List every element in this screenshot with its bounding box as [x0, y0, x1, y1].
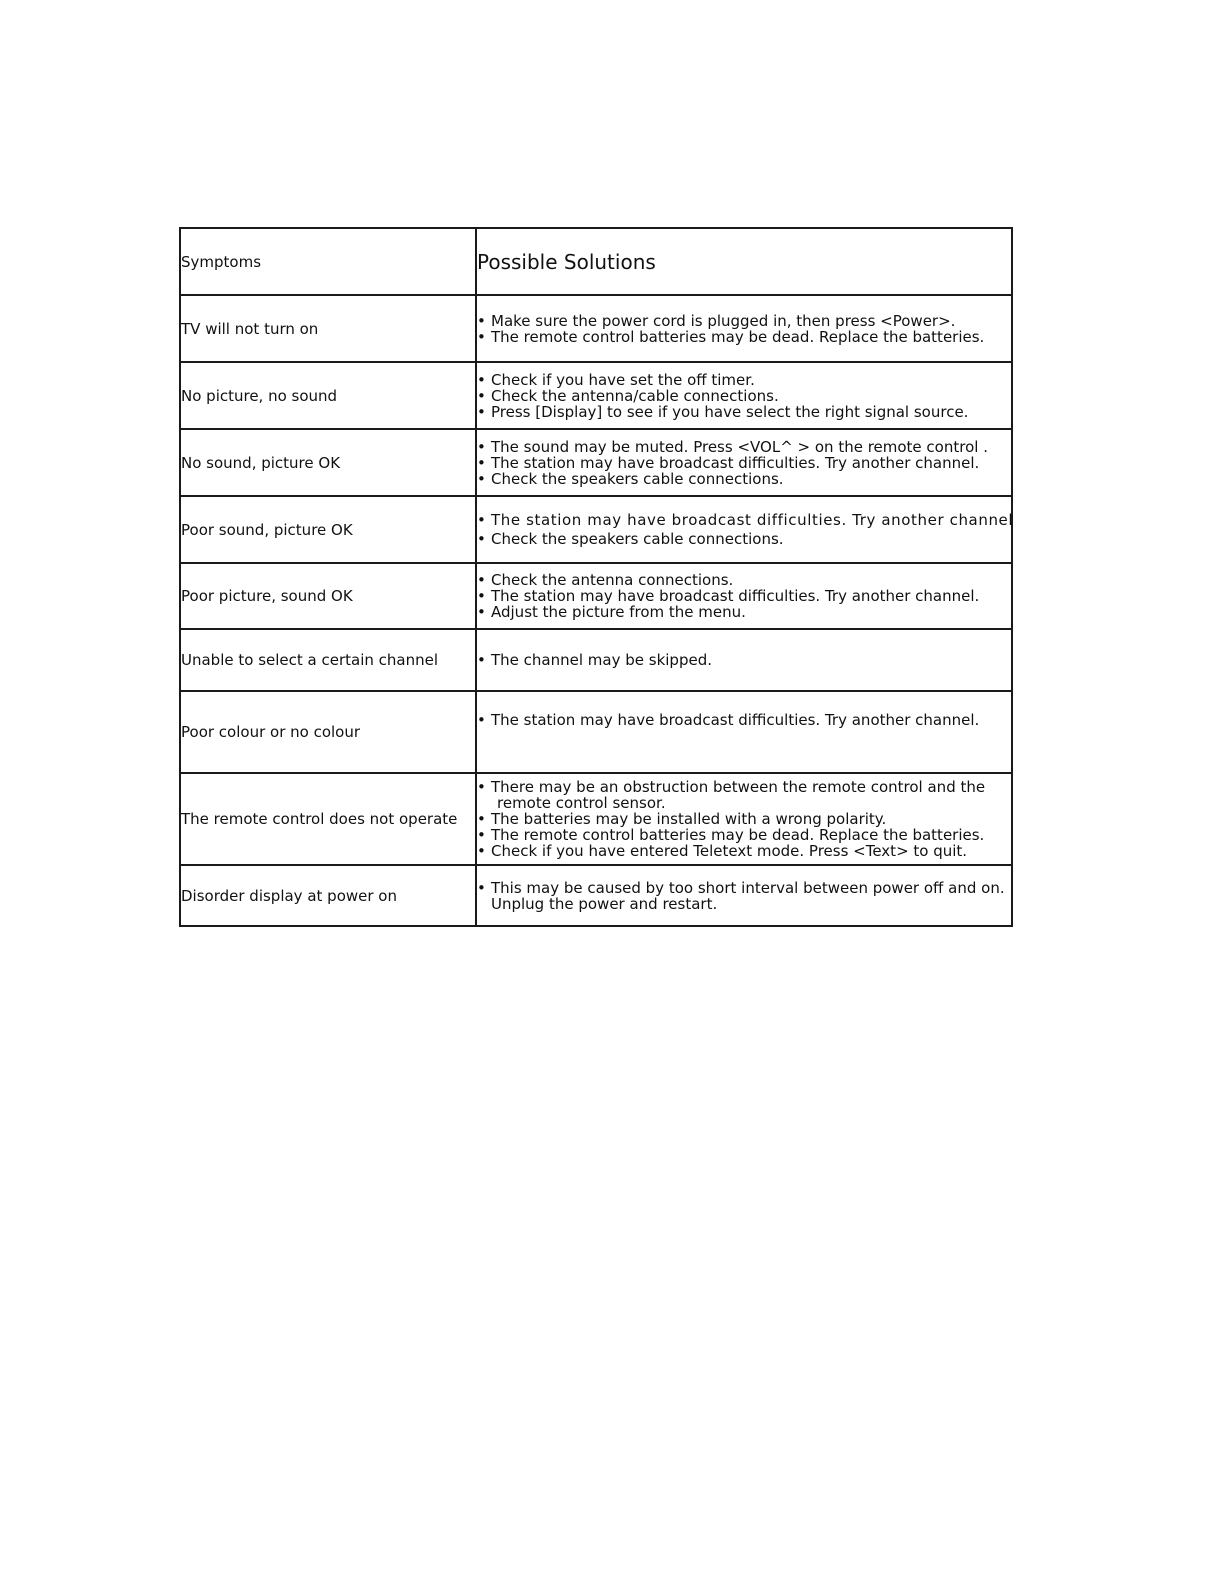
solution-item: • This may be caused by too short interval between power off and on.: [477, 880, 1011, 896]
solution-cell: [476, 865, 1012, 926]
table-row: [180, 865, 1012, 926]
solution-list: [477, 712, 1011, 728]
table-row: [180, 773, 1012, 865]
symptom-cell: Poor sound, picture OK: [180, 496, 476, 563]
solution-item: • Check the speakers cable connections.: [477, 530, 1011, 549]
solution-list: [477, 313, 1011, 345]
solution-list: [477, 439, 1011, 487]
symptom-cell: Poor picture, sound OK: [180, 563, 476, 629]
solution-item: • The station may have broadcast difficulties. Try another channel.: [477, 712, 1011, 728]
symptom-cell: No sound, picture OK: [180, 429, 476, 496]
table-row: [180, 429, 1012, 496]
solution-item-continuation: Unplug the power and restart.: [491, 894, 718, 913]
solution-cell: [476, 362, 1012, 429]
solution-item: • Check the antenna connections.: [477, 572, 1011, 588]
table-row: [180, 563, 1012, 629]
solution-item: • The channel may be skipped.: [477, 652, 1011, 668]
solution-cell: [476, 629, 1012, 691]
troubleshooting-table: [179, 227, 1013, 927]
solution-list: [477, 510, 1014, 549]
symptom-cell: No picture, no sound: [180, 362, 476, 429]
solution-cell: [476, 691, 1012, 773]
symptom-cell: The remote control does not operate: [180, 773, 476, 865]
symptom-cell: Disorder display at power on: [180, 865, 476, 926]
table-row: [180, 629, 1012, 691]
solution-item: • Press [Display] to see if you have select the right signal source.: [477, 404, 1011, 420]
table-row: [180, 362, 1012, 429]
solution-list: [477, 779, 1011, 859]
solution-item: • The batteries may be installed with a wrong polarity.: [477, 811, 1011, 827]
solution-item: • Adjust the picture from the menu.: [477, 604, 1011, 620]
solution-item: • Check the antenna/cable connections.: [477, 388, 1011, 404]
solution-item: • Make sure the power cord is plugged in, then press <Power>.: [477, 313, 1011, 329]
solution-item: • There may be an obstruction between the remote control and the: [477, 779, 1011, 795]
solution-list: [477, 572, 1011, 620]
solutions-column-header: Possible Solutions: [476, 228, 1012, 295]
solution-cell: [476, 773, 1012, 865]
solution-item: • Check if you have set the off timer.: [477, 372, 1011, 388]
symptom-cell: Poor colour or no colour: [180, 691, 476, 773]
solution-cell: [476, 563, 1012, 629]
solution-item: • The sound may be muted. Press <VOL^ > on the remote control .: [477, 439, 1011, 455]
solution-cell: [476, 429, 1012, 496]
solution-item: • The station may have broadcast difficulties. Try another channel.: [477, 455, 1011, 471]
solution-item: • Check the speakers cable connections.: [477, 471, 1011, 487]
symptom-cell: Unable to select a certain channel: [180, 629, 476, 691]
solution-list: [477, 372, 1011, 420]
solution-item-continuation: remote control sensor.: [497, 794, 666, 812]
table-row: [180, 691, 1012, 773]
solution-item: • The station may have broadcast difficulties. Try another channel: [477, 511, 1011, 530]
table-row: [180, 295, 1012, 362]
solution-cell: [476, 295, 1012, 362]
solution-list: [477, 880, 1011, 912]
table-row: [180, 496, 1012, 563]
symptom-cell: TV will not turn on: [180, 295, 476, 362]
solution-item: • Check if you have entered Teletext mode. Press <Text> to quit.: [477, 843, 1011, 859]
solution-list: [477, 652, 1011, 668]
table-header-row: [180, 228, 1012, 295]
solution-cell: [476, 496, 1012, 563]
symptoms-column-header: Symptoms: [180, 228, 476, 295]
solution-item: • The station may have broadcast difficulties. Try another channel.: [477, 588, 1011, 604]
solution-item: • The remote control batteries may be dead. Replace the batteries.: [477, 827, 1011, 843]
solution-item: • The remote control batteries may be dead. Replace the batteries.: [477, 329, 1011, 345]
